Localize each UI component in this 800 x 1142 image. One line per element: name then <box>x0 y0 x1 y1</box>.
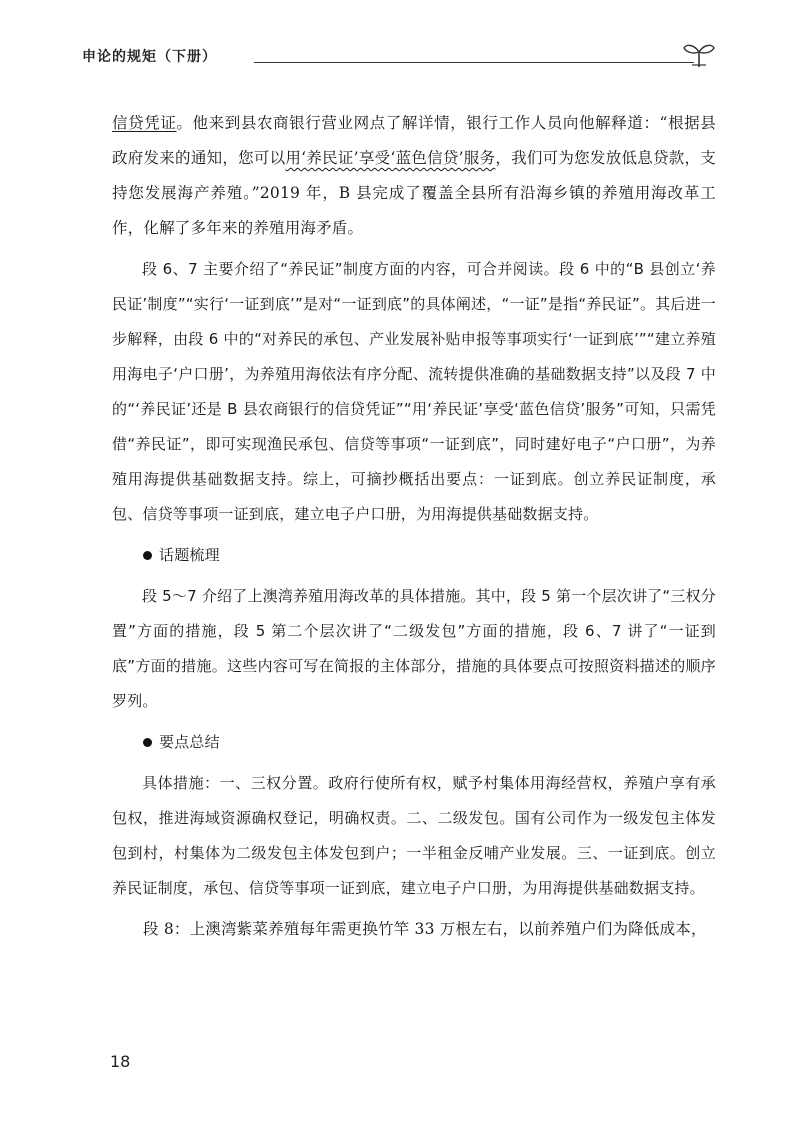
wavy-underlined-phrase: 用‘养民证’享受‘蓝色信贷’服务 <box>285 149 496 167</box>
book-title: 申论的规矩（下册） <box>82 49 217 65</box>
bullet-icon <box>143 738 152 747</box>
bullet-icon <box>143 551 152 560</box>
source-paragraph: 段 8：上澳湾紫菜养殖每年需更换竹竿 33 万根左右，以前养殖户们为降低成本， <box>143 920 707 938</box>
topic-paragraph: 段 5～7 介绍了上澳湾养殖用海改革的具体措施。其中，段 5 第一个层次讲了“三权分置”方面的措施，段 5 第二个层次讲了“二级发包”方面的措施，段 6、7 讲了“一证到底”方面的措施。这些内容可写在简报的主体部分，措施的具体要点可按照资料描述的顺序罗列。 <box>112 587 716 710</box>
heading-label: 要点总结 <box>159 733 220 751</box>
sprout-icon <box>682 40 716 68</box>
page-body <box>112 106 716 947</box>
text-run: ，我们可为您发放低息贷款，支持您发展海产养殖。”2019 年，B 县完成了覆盖全县所有沿海乡镇的养殖用海改革工作，化解了多年来的养殖用海矛盾。 <box>112 149 716 237</box>
heading-label: 话题梳理 <box>159 546 220 564</box>
summary-paragraph: 具体措施：一、三权分置。政府行使所有权，赋予村集体用海经营权，养殖户享有承包权，推进海域资源确权登记，明确权责。二、二级发包。国有公司作为一级发包主体发包到村，村集体为二级发包主体发包到户；一半租金反哺产业发展。三、一证到底。创立养民证制度，承包、信贷等事项一证到底，建立电子户口册，为用海提供基础数据支持。 <box>112 774 716 897</box>
header-rule <box>254 62 694 63</box>
page-number: 18 <box>110 1052 131 1071</box>
text-run: 。他来到县农商银行营业网点了解详情，银行工作人员向他解释道：“根据县政府发来的通知，您可以 <box>112 114 716 167</box>
section-heading-topic <box>112 538 716 573</box>
running-header <box>82 34 722 68</box>
section-heading-summary <box>112 725 716 760</box>
underlined-phrase: 信贷凭证 <box>112 114 177 132</box>
paragraph-continuation <box>112 106 716 246</box>
analysis-paragraph: 段 6、7 主要介绍了“养民证”制度方面的内容，可合并阅读。段 6 中的“B 县创立‘养民证’制度”“实行‘一证到底’”是对“一证到底”的具体阐述，“一证”是指“养民证”。其后进一步解释，由段 6 中的“对养民的承包、产业发展补贴申报等事项实行‘一证到底’”“建立养殖用海电子‘户口册’，为养殖用海依法有序分配、流转提供准确的基础数据支持”以及段 7 中的“‘养民证’还是 B 县农商银行的信贷凭证”“用‘养民证’享受‘蓝色信贷’服务”可知，只需凭借“养民证”，即可实现渔民承包、信贷等事项“一证到底”，同时建好电子“户口册”，为养殖用海提供基础数据支持。综上，可摘抄概括出要点：一证到底。创立养民证制度，承包、信贷等事项一证到底，建立电子户口册，为用海提供基础数据支持。 <box>112 260 716 523</box>
